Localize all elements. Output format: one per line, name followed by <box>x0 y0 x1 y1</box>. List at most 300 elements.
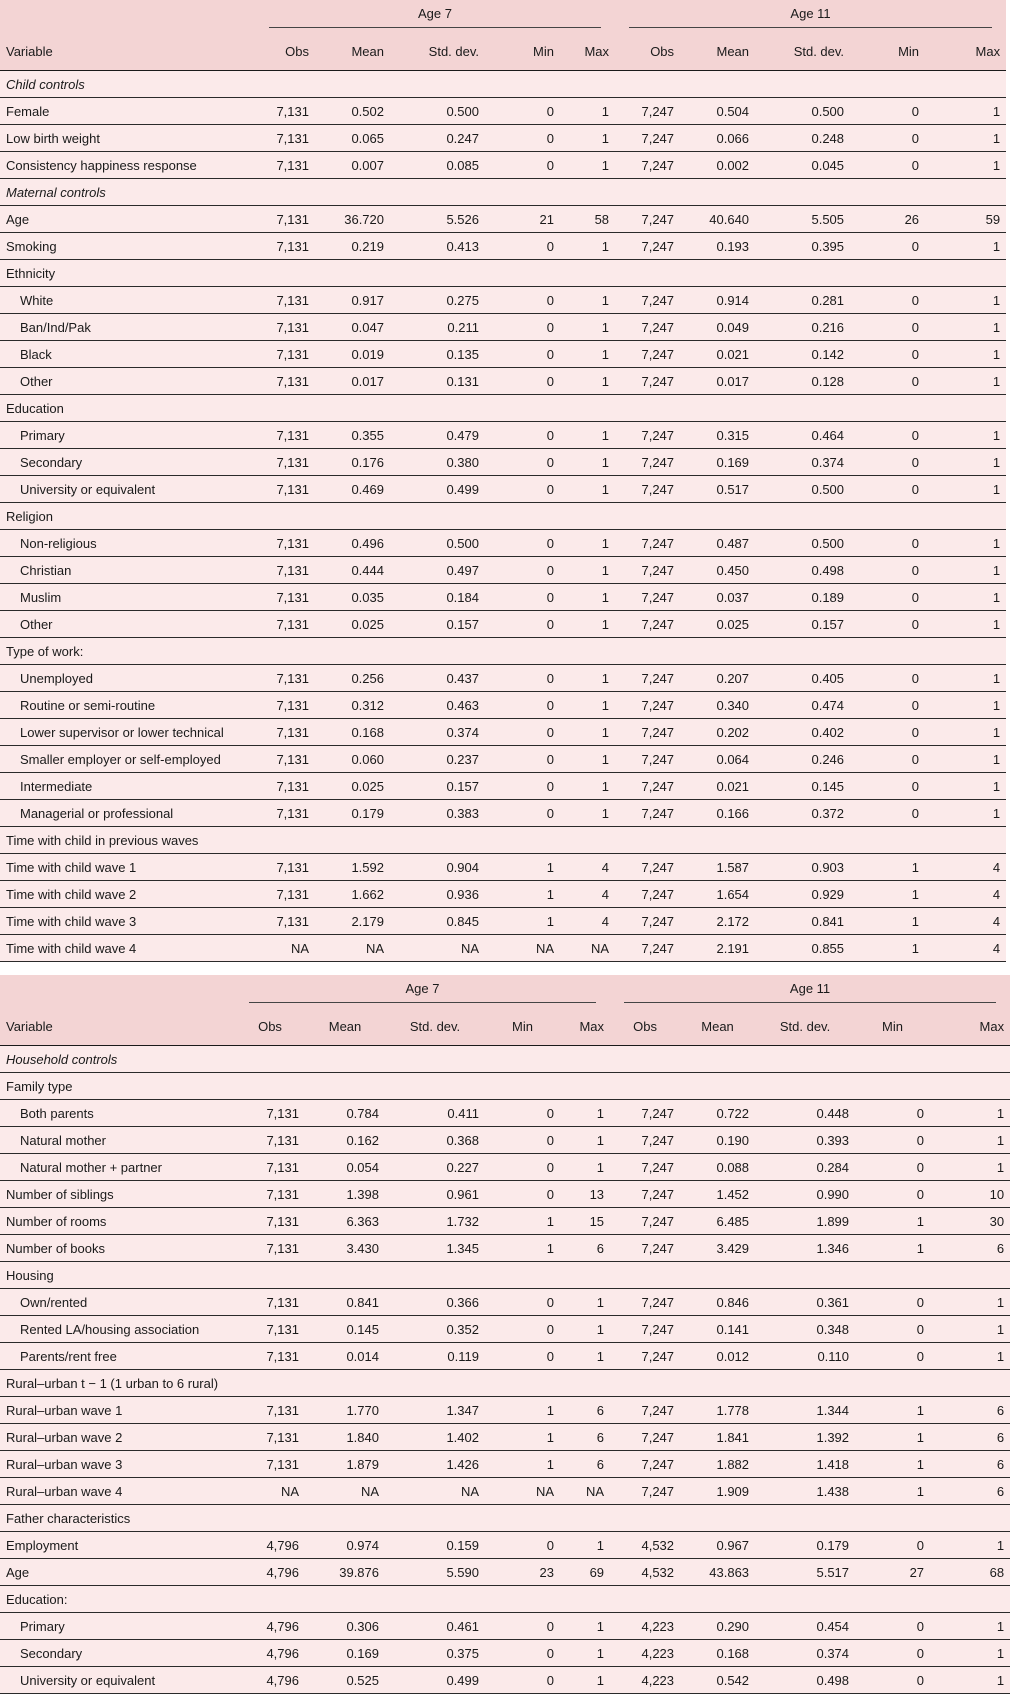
table-cell: 0 <box>485 125 560 152</box>
table-cell: 0.464 <box>755 422 850 449</box>
column-header: Std. dev. <box>385 1008 485 1046</box>
table-cell: 0.162 <box>305 1127 385 1154</box>
section-row <box>0 827 1006 854</box>
table-row <box>0 800 1006 827</box>
table-cell: 0 <box>855 1316 930 1343</box>
table-cell: 6 <box>930 1235 1010 1262</box>
table-cell <box>680 503 755 530</box>
table-cell: 1 <box>560 1343 610 1370</box>
table-cell: 0 <box>855 1181 930 1208</box>
table-cell: 7,131 <box>255 746 315 773</box>
table-cell: 1 <box>560 557 615 584</box>
table-cell: 0.047 <box>315 314 390 341</box>
table-cell <box>485 638 560 665</box>
table-cell: 0 <box>850 233 925 260</box>
table-cell <box>755 179 850 206</box>
row-label: White <box>0 287 255 314</box>
table-cell: 6 <box>930 1424 1010 1451</box>
table-cell <box>560 827 615 854</box>
column-header: Std. dev. <box>755 33 850 71</box>
table-cell: 0.437 <box>390 665 485 692</box>
row-label: Rented LA/housing association <box>0 1316 235 1343</box>
table-cell: 0.448 <box>755 1100 855 1127</box>
row-label: Muslim <box>0 584 255 611</box>
section-row <box>0 1586 1010 1613</box>
table-cell: 1 <box>925 530 1006 557</box>
table-cell: 1 <box>560 287 615 314</box>
table-row <box>0 611 1006 638</box>
table-cell: 0.157 <box>390 611 485 638</box>
table-cell <box>390 179 485 206</box>
table-cell: 1 <box>925 746 1006 773</box>
table-row <box>0 206 1006 233</box>
table-cell: 0.525 <box>305 1667 385 1694</box>
table-cell <box>610 1505 680 1532</box>
table-cell: 7,131 <box>235 1343 305 1370</box>
table-cell: 0.065 <box>315 125 390 152</box>
table-cell <box>755 827 850 854</box>
table-cell: 0.990 <box>755 1181 855 1208</box>
table-cell: 69 <box>560 1559 610 1586</box>
table-cell: 7,247 <box>610 1451 680 1478</box>
table-cell: 7,131 <box>235 1235 305 1262</box>
table-cell <box>315 71 390 98</box>
table-cell: 7,131 <box>255 98 315 125</box>
table-row <box>0 368 1006 395</box>
table-cell: 0.207 <box>680 665 755 692</box>
table-cell <box>560 1586 610 1613</box>
table-row <box>0 1208 1010 1235</box>
table-cell: 0 <box>485 152 560 179</box>
table-cell: 7,131 <box>255 854 315 881</box>
table-cell <box>315 395 390 422</box>
table-row <box>0 908 1006 935</box>
table-cell: 0.159 <box>385 1532 485 1559</box>
table-row <box>0 1478 1010 1505</box>
column-header: Mean <box>305 1008 385 1046</box>
table-cell: 0 <box>850 800 925 827</box>
table-cell: 7,131 <box>255 341 315 368</box>
table-cell: 7,247 <box>615 719 680 746</box>
table-cell: 68 <box>930 1559 1010 1586</box>
table-cell: 0.021 <box>680 341 755 368</box>
section-row <box>0 503 1006 530</box>
table-cell: 1 <box>855 1208 930 1235</box>
table-cell <box>850 179 925 206</box>
table-cell: 0.145 <box>305 1316 385 1343</box>
table-cell <box>560 1262 610 1289</box>
table-cell <box>560 1073 610 1100</box>
table-cell: 0.049 <box>680 314 755 341</box>
table-cell: 1 <box>855 1424 930 1451</box>
row-label: Natural mother + partner <box>0 1154 235 1181</box>
table-cell: 0.014 <box>305 1343 385 1370</box>
table-cell: 0.131 <box>390 368 485 395</box>
table-cell: 1 <box>560 719 615 746</box>
table-cell <box>390 503 485 530</box>
section-label: Education <box>0 395 255 422</box>
table-cell <box>560 260 615 287</box>
column-header: Min <box>485 1008 560 1046</box>
table-cell: 6.485 <box>680 1208 755 1235</box>
table-cell: 7,131 <box>255 476 315 503</box>
table-cell: 7,247 <box>615 341 680 368</box>
table-cell: 1 <box>925 611 1006 638</box>
table-row <box>0 125 1006 152</box>
table-cell <box>255 260 315 287</box>
table-cell: 6 <box>930 1397 1010 1424</box>
table-cell: 7,247 <box>615 935 680 962</box>
table-cell: NA <box>390 935 485 962</box>
table-cell: 1 <box>560 476 615 503</box>
table-cell: 7,131 <box>235 1100 305 1127</box>
row-label: Christian <box>0 557 255 584</box>
table-cell: 0.967 <box>680 1532 755 1559</box>
table-cell: 7,131 <box>255 773 315 800</box>
table-cell: 1 <box>855 1478 930 1505</box>
table-cell: 3.429 <box>680 1235 755 1262</box>
table-cell: 1.398 <box>305 1181 385 1208</box>
table-cell <box>485 395 560 422</box>
table-cell <box>315 179 390 206</box>
table-cell: 1.882 <box>680 1451 755 1478</box>
table-cell <box>235 1505 305 1532</box>
table-cell: 7,247 <box>610 1397 680 1424</box>
table-cell <box>615 503 680 530</box>
table-cell: 0.498 <box>755 1667 855 1694</box>
table-cell: 40.640 <box>680 206 755 233</box>
table-cell: NA <box>485 1478 560 1505</box>
row-label: Intermediate <box>0 773 255 800</box>
table-cell: 1.438 <box>755 1478 855 1505</box>
section-row <box>0 1073 1010 1100</box>
section-label: Household controls <box>0 1046 235 1073</box>
table-cell: 0.914 <box>680 287 755 314</box>
row-label: Number of siblings <box>0 1181 235 1208</box>
row-label: Unemployed <box>0 665 255 692</box>
table-cell: 0.166 <box>680 800 755 827</box>
table-cell: 0.315 <box>680 422 755 449</box>
table-cell: 1.879 <box>305 1451 385 1478</box>
table-cell <box>925 260 1006 287</box>
table-cell: 0 <box>850 341 925 368</box>
row-label: Non-religious <box>0 530 255 557</box>
table-cell: 0.454 <box>755 1613 855 1640</box>
table-cell: 6 <box>560 1424 610 1451</box>
table-cell: 0 <box>850 422 925 449</box>
section-row <box>0 1505 1010 1532</box>
table-cell: 0.035 <box>315 584 390 611</box>
group-header-age7 <box>255 0 615 33</box>
column-header: Max <box>925 33 1006 71</box>
table-row <box>0 746 1006 773</box>
table-cell: 0 <box>485 341 560 368</box>
table-cell: 7,247 <box>615 476 680 503</box>
table-cell <box>850 395 925 422</box>
table-row <box>0 692 1006 719</box>
table-cell: 0.284 <box>755 1154 855 1181</box>
table-cell: 1.345 <box>385 1235 485 1262</box>
section-row <box>0 179 1006 206</box>
table-cell: 7,247 <box>615 422 680 449</box>
table-row <box>0 557 1006 584</box>
table-cell: 0.393 <box>755 1127 855 1154</box>
table-cell: 7,131 <box>255 719 315 746</box>
table-cell: 1 <box>485 1397 560 1424</box>
table-cell: 1 <box>850 854 925 881</box>
table-cell: 0 <box>855 1154 930 1181</box>
table-cell: 7,131 <box>255 152 315 179</box>
row-label: Primary <box>0 422 255 449</box>
row-label: University or equivalent <box>0 1667 235 1694</box>
table-cell: 0 <box>485 1667 560 1694</box>
table-cell <box>560 1370 610 1397</box>
table-cell: 0 <box>850 557 925 584</box>
row-label: Natural mother <box>0 1127 235 1154</box>
table-cell: 0.184 <box>390 584 485 611</box>
table-cell: 1 <box>925 314 1006 341</box>
table-cell <box>855 1262 930 1289</box>
table-cell: 0.348 <box>755 1316 855 1343</box>
table-cell: 7,131 <box>235 1127 305 1154</box>
table-cell: 1 <box>485 1424 560 1451</box>
table-row <box>0 449 1006 476</box>
table-cell: 1 <box>930 1289 1010 1316</box>
table-cell: 6 <box>560 1451 610 1478</box>
table-cell: 1.418 <box>755 1451 855 1478</box>
table-cell: 0 <box>850 152 925 179</box>
table-cell <box>560 503 615 530</box>
table-cell <box>855 1586 930 1613</box>
table-cell: 0.202 <box>680 719 755 746</box>
table-cell: 1 <box>560 584 615 611</box>
table-cell: 7,247 <box>610 1100 680 1127</box>
table-cell: 7,247 <box>610 1343 680 1370</box>
table-cell: 1 <box>560 773 615 800</box>
table-cell <box>615 638 680 665</box>
table-cell: 7,247 <box>610 1478 680 1505</box>
table-cell: 7,247 <box>615 206 680 233</box>
table-cell: 7,131 <box>235 1451 305 1478</box>
table-cell: 0.119 <box>385 1343 485 1370</box>
table-cell: 1.732 <box>385 1208 485 1235</box>
table-cell: 7,131 <box>235 1154 305 1181</box>
table-cell: 0 <box>485 1640 560 1667</box>
table-cell: 1 <box>560 422 615 449</box>
table-cell: 0.054 <box>305 1154 385 1181</box>
table-cell: 1 <box>925 692 1006 719</box>
section-label: Type of work: <box>0 638 255 665</box>
table-cell: 0.312 <box>315 692 390 719</box>
table-cell: 0 <box>485 233 560 260</box>
table-cell: 1.587 <box>680 854 755 881</box>
table-cell: 7,131 <box>255 368 315 395</box>
table-cell: 0.846 <box>680 1289 755 1316</box>
table-cell <box>485 827 560 854</box>
table-row <box>0 665 1006 692</box>
section-label: Time with child in previous waves <box>0 827 255 854</box>
table-cell: 0.784 <box>305 1100 385 1127</box>
table-cell: 1 <box>485 854 560 881</box>
table-cell: 1.909 <box>680 1478 755 1505</box>
table-cell: 1 <box>560 800 615 827</box>
table-cell: 0.463 <box>390 692 485 719</box>
section-label: Child controls <box>0 71 255 98</box>
section-label: Family type <box>0 1073 235 1100</box>
table-row <box>0 314 1006 341</box>
table-cell <box>390 260 485 287</box>
table-cell: 1 <box>855 1451 930 1478</box>
table-cell: 1.592 <box>315 854 390 881</box>
table-cell <box>315 827 390 854</box>
row-label: Consistency happiness response <box>0 152 255 179</box>
table-cell: 1 <box>560 1640 610 1667</box>
table-cell: 1 <box>560 368 615 395</box>
table-cell <box>850 71 925 98</box>
column-header: Std. dev. <box>755 1008 855 1046</box>
section-label: Father characteristics <box>0 1505 235 1532</box>
table-cell: 0.340 <box>680 692 755 719</box>
table-cell: 7,131 <box>255 530 315 557</box>
table-cell: 1 <box>560 1154 610 1181</box>
table-cell <box>390 71 485 98</box>
table-cell <box>680 1505 755 1532</box>
table-cell: 2.191 <box>680 935 755 962</box>
table-cell: 0.141 <box>680 1316 755 1343</box>
row-label: Routine or semi-routine <box>0 692 255 719</box>
row-label: Time with child wave 4 <box>0 935 255 962</box>
table-cell: 1 <box>485 881 560 908</box>
table-cell: 7,131 <box>235 1424 305 1451</box>
table-cell: 0 <box>485 719 560 746</box>
group-header-age7 <box>235 975 610 1008</box>
table-cell <box>755 71 850 98</box>
table-cell <box>385 1046 485 1073</box>
table-cell: 5.590 <box>385 1559 485 1586</box>
table-cell: 0.017 <box>680 368 755 395</box>
table-cell: 21 <box>485 206 560 233</box>
table-cell: 0.275 <box>390 287 485 314</box>
table-cell: 7,247 <box>615 530 680 557</box>
table-cell <box>305 1505 385 1532</box>
table-cell <box>390 827 485 854</box>
table-cell <box>485 1073 560 1100</box>
table-cell: 7,131 <box>255 881 315 908</box>
table-row <box>0 422 1006 449</box>
table-cell: 0.060 <box>315 746 390 773</box>
table-cell: 1 <box>930 1100 1010 1127</box>
table-cell: 1 <box>560 611 615 638</box>
table-cell <box>485 1262 560 1289</box>
table-cell: 0.110 <box>755 1343 855 1370</box>
table-cell: 0.517 <box>680 476 755 503</box>
summary-table-part-2 <box>0 975 1010 1694</box>
table-cell: NA <box>560 1478 610 1505</box>
table-cell: 0 <box>485 1532 560 1559</box>
table-row <box>0 1235 1010 1262</box>
table-cell <box>385 1370 485 1397</box>
table-row <box>0 1289 1010 1316</box>
table-cell: 7,247 <box>615 800 680 827</box>
table-cell: 0 <box>855 1613 930 1640</box>
row-label: Smoking <box>0 233 255 260</box>
table-cell: 1 <box>560 530 615 557</box>
table-cell: 1 <box>925 800 1006 827</box>
table-cell <box>560 1505 610 1532</box>
table-cell: 0.500 <box>755 98 850 125</box>
table-cell <box>305 1073 385 1100</box>
table-cell: 1 <box>485 1235 560 1262</box>
table-cell: 7,247 <box>615 881 680 908</box>
table-cell: 0.487 <box>680 530 755 557</box>
table-cell: 1 <box>560 98 615 125</box>
column-header: Max <box>560 1008 610 1046</box>
table-cell: 4 <box>560 908 615 935</box>
table-cell: 43.863 <box>680 1559 755 1586</box>
table-cell: 1 <box>855 1235 930 1262</box>
table-cell: 0.904 <box>390 854 485 881</box>
table-cell: 1 <box>930 1532 1010 1559</box>
table-cell: 0 <box>850 449 925 476</box>
table-cell: 0.474 <box>755 692 850 719</box>
table-cell: 0 <box>850 611 925 638</box>
table-row <box>0 935 1006 962</box>
row-label: Female <box>0 98 255 125</box>
table-cell: 1 <box>560 1100 610 1127</box>
table-cell: 4,796 <box>235 1532 305 1559</box>
table-cell: 59 <box>925 206 1006 233</box>
table-cell: 4 <box>560 881 615 908</box>
table-row <box>0 530 1006 557</box>
table-cell: 5.526 <box>390 206 485 233</box>
section-row <box>0 638 1006 665</box>
section-label: Rural–urban t − 1 (1 urban to 6 rural) <box>0 1370 235 1397</box>
column-header: Mean <box>680 33 755 71</box>
table-cell <box>850 638 925 665</box>
table-cell: 58 <box>560 206 615 233</box>
table-cell: 0.247 <box>390 125 485 152</box>
column-header: Mean <box>680 1008 755 1046</box>
table-cell: 1 <box>850 935 925 962</box>
table-cell: 0 <box>850 719 925 746</box>
table-cell: 1 <box>930 1127 1010 1154</box>
table-cell: 4 <box>925 854 1006 881</box>
table-cell: 1 <box>930 1613 1010 1640</box>
table-cell <box>485 1370 560 1397</box>
table-cell: 0.142 <box>755 341 850 368</box>
table-cell: 1 <box>560 152 615 179</box>
table-cell: 7,131 <box>255 449 315 476</box>
table-row <box>0 1640 1010 1667</box>
table-cell: 0.012 <box>680 1343 755 1370</box>
table-cell: 4,796 <box>235 1667 305 1694</box>
table-cell <box>855 1505 930 1532</box>
table-cell <box>615 71 680 98</box>
row-label: Number of books <box>0 1235 235 1262</box>
table-cell: 7,247 <box>610 1289 680 1316</box>
table-cell: 0.169 <box>680 449 755 476</box>
table-cell <box>235 1262 305 1289</box>
table-cell: 7,247 <box>615 557 680 584</box>
table-cell: 1 <box>560 449 615 476</box>
row-label: Other <box>0 611 255 638</box>
table-cell: 0 <box>850 584 925 611</box>
column-header: Obs <box>235 1008 305 1046</box>
table-row <box>0 773 1006 800</box>
table-cell: 7,247 <box>615 665 680 692</box>
table-cell <box>925 827 1006 854</box>
table-cell: 0.216 <box>755 314 850 341</box>
